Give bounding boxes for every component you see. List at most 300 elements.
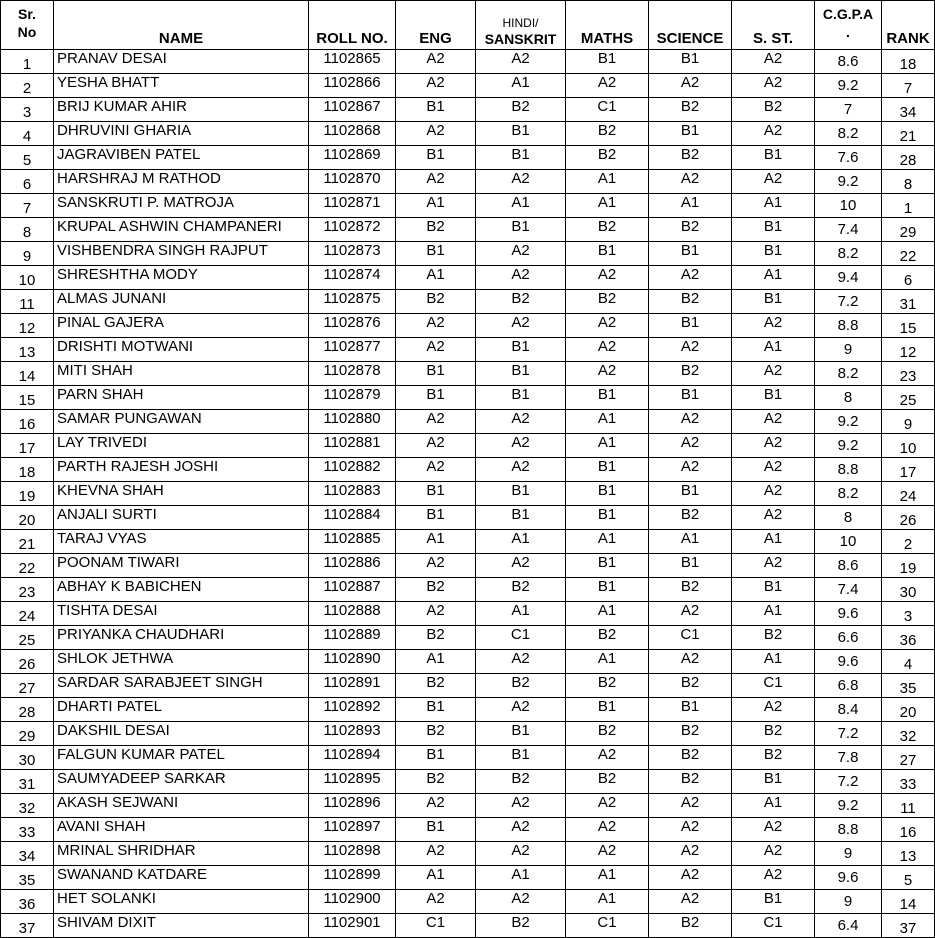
- cell-cgpa: 10: [815, 530, 882, 554]
- cell-hindi-sanskrit: B1: [476, 218, 566, 242]
- cell-eng: B1: [396, 146, 476, 170]
- cell-name: SWANAND KATDARE: [54, 866, 309, 890]
- cell-hindi-sanskrit: A2: [476, 410, 566, 434]
- cell-roll-no: 1102890: [309, 650, 396, 674]
- cell-cgpa: 8.4: [815, 698, 882, 722]
- cell-sst: A2: [732, 458, 815, 482]
- table-row: [1, 794, 935, 818]
- cell-maths: A2: [566, 266, 649, 290]
- cell-science: A2: [649, 818, 732, 842]
- header-name: NAME: [54, 1, 309, 50]
- cell-name: PRIYANKA CHAUDHARI: [54, 626, 309, 650]
- cell-rank: 20: [882, 698, 935, 722]
- cell-maths: B2: [566, 218, 649, 242]
- table-row: [1, 290, 935, 314]
- cell-hindi-sanskrit: B2: [476, 674, 566, 698]
- cell-cgpa: 9.4: [815, 266, 882, 290]
- cell-maths: C1: [566, 914, 649, 938]
- cell-science: A2: [649, 866, 732, 890]
- cell-roll-no: 1102889: [309, 626, 396, 650]
- cell-name: ALMAS JUNANI: [54, 290, 309, 314]
- cell-science: A2: [649, 74, 732, 98]
- cell-eng: B2: [396, 770, 476, 794]
- cell-roll-no: 1102871: [309, 194, 396, 218]
- cell-science: B1: [649, 50, 732, 74]
- cell-hindi-sanskrit: A2: [476, 554, 566, 578]
- cell-roll-no: 1102870: [309, 170, 396, 194]
- cell-hindi-sanskrit: B2: [476, 290, 566, 314]
- cell-rank: 8: [882, 170, 935, 194]
- cell-maths: B2: [566, 290, 649, 314]
- cell-cgpa: 8.6: [815, 554, 882, 578]
- cell-cgpa: 9: [815, 890, 882, 914]
- cell-sr-no: 5: [1, 146, 54, 170]
- cell-science: A2: [649, 434, 732, 458]
- cell-hindi-sanskrit: B2: [476, 770, 566, 794]
- cell-roll-no: 1102866: [309, 74, 396, 98]
- cell-cgpa: 7.2: [815, 290, 882, 314]
- cell-sst: A2: [732, 314, 815, 338]
- cell-name: SAMAR PUNGAWAN: [54, 410, 309, 434]
- cell-rank: 3: [882, 602, 935, 626]
- table-row: [1, 74, 935, 98]
- table-row: [1, 578, 935, 602]
- cell-eng: B1: [396, 98, 476, 122]
- cell-roll-no: 1102898: [309, 842, 396, 866]
- cell-sr-no: 1: [1, 50, 54, 74]
- cell-name: MRINAL SHRIDHAR: [54, 842, 309, 866]
- cell-name: SHRESHTHA MODY: [54, 266, 309, 290]
- cell-eng: A2: [396, 50, 476, 74]
- table-row: [1, 50, 935, 74]
- cell-sst: A2: [732, 170, 815, 194]
- cell-eng: A2: [396, 554, 476, 578]
- cell-roll-no: 1102901: [309, 914, 396, 938]
- table-row: [1, 530, 935, 554]
- cell-roll-no: 1102891: [309, 674, 396, 698]
- cell-eng: A1: [396, 530, 476, 554]
- cell-sst: A2: [732, 554, 815, 578]
- cell-roll-no: 1102872: [309, 218, 396, 242]
- cell-sst: A1: [732, 266, 815, 290]
- cell-sr-no: 20: [1, 506, 54, 530]
- cell-eng: B1: [396, 506, 476, 530]
- cell-cgpa: 7.2: [815, 770, 882, 794]
- cell-cgpa: 8: [815, 386, 882, 410]
- cell-rank: 4: [882, 650, 935, 674]
- cell-sr-no: 19: [1, 482, 54, 506]
- cell-hindi-sanskrit: A2: [476, 266, 566, 290]
- cell-science: A2: [649, 842, 732, 866]
- cell-roll-no: 1102879: [309, 386, 396, 410]
- table-row: [1, 554, 935, 578]
- cell-science: A1: [649, 530, 732, 554]
- cell-eng: A1: [396, 650, 476, 674]
- cell-sst: B1: [732, 218, 815, 242]
- cell-sst: A2: [732, 866, 815, 890]
- cell-sr-no: 9: [1, 242, 54, 266]
- cell-sst: B1: [732, 386, 815, 410]
- cell-name: SHIVAM DIXIT: [54, 914, 309, 938]
- cell-sr-no: 26: [1, 650, 54, 674]
- header-sst: S. ST.: [732, 1, 815, 50]
- cell-sr-no: 31: [1, 770, 54, 794]
- table-row: [1, 626, 935, 650]
- cell-name: MITI SHAH: [54, 362, 309, 386]
- cell-rank: 25: [882, 386, 935, 410]
- cell-roll-no: 1102897: [309, 818, 396, 842]
- cell-name: LAY TRIVEDI: [54, 434, 309, 458]
- cell-eng: B1: [396, 482, 476, 506]
- cell-science: B1: [649, 314, 732, 338]
- cell-name: KHEVNA SHAH: [54, 482, 309, 506]
- cell-rank: 35: [882, 674, 935, 698]
- cell-rank: 17: [882, 458, 935, 482]
- table-row: [1, 914, 935, 938]
- cell-sst: A1: [732, 194, 815, 218]
- cell-eng: B1: [396, 362, 476, 386]
- cell-eng: A2: [396, 602, 476, 626]
- cell-cgpa: 8.2: [815, 122, 882, 146]
- cell-sst: A1: [732, 602, 815, 626]
- cell-sst: C1: [732, 674, 815, 698]
- cell-sst: A2: [732, 74, 815, 98]
- cell-name: ABHAY K BABICHEN: [54, 578, 309, 602]
- cell-name: SARDAR SARABJEET SINGH: [54, 674, 309, 698]
- cell-maths: B2: [566, 122, 649, 146]
- header-sr-no: [1, 1, 54, 50]
- cell-eng: B1: [396, 386, 476, 410]
- table-row: [1, 458, 935, 482]
- cell-sr-no: 28: [1, 698, 54, 722]
- cell-science: A2: [649, 410, 732, 434]
- cell-science: B2: [649, 362, 732, 386]
- cell-sr-no: 11: [1, 290, 54, 314]
- cell-maths: B1: [566, 458, 649, 482]
- cell-eng: A1: [396, 266, 476, 290]
- table-row: [1, 434, 935, 458]
- cell-eng: C1: [396, 914, 476, 938]
- cell-cgpa: 9: [815, 338, 882, 362]
- cell-roll-no: 1102873: [309, 242, 396, 266]
- table-row: [1, 866, 935, 890]
- cell-roll-no: 1102883: [309, 482, 396, 506]
- table-row: [1, 218, 935, 242]
- table-row: [1, 410, 935, 434]
- cell-sr-no: 23: [1, 578, 54, 602]
- cell-cgpa: 9: [815, 842, 882, 866]
- cell-eng: A1: [396, 866, 476, 890]
- cell-cgpa: 8.8: [815, 314, 882, 338]
- cell-science: A1: [649, 194, 732, 218]
- table-row: [1, 122, 935, 146]
- header-hindi-line2: SANSKRIT: [484, 31, 557, 47]
- cell-cgpa: 8.2: [815, 482, 882, 506]
- cell-sr-no: 10: [1, 266, 54, 290]
- cell-sr-no: 27: [1, 674, 54, 698]
- cell-sr-no: 25: [1, 626, 54, 650]
- cell-science: B1: [649, 482, 732, 506]
- cell-maths: B2: [566, 626, 649, 650]
- header-eng: ENG: [396, 1, 476, 50]
- cell-hindi-sanskrit: A2: [476, 698, 566, 722]
- cell-hindi-sanskrit: B2: [476, 98, 566, 122]
- table-row: [1, 698, 935, 722]
- header-cgpa-line2: .: [846, 24, 850, 40]
- cell-hindi-sanskrit: A2: [476, 242, 566, 266]
- cell-maths: B2: [566, 674, 649, 698]
- cell-rank: 26: [882, 506, 935, 530]
- cell-cgpa: 8.8: [815, 818, 882, 842]
- header-cgpa: [815, 1, 882, 50]
- cell-sr-no: 33: [1, 818, 54, 842]
- cell-rank: 1: [882, 194, 935, 218]
- header-rank: RANK: [882, 1, 935, 50]
- cell-rank: 16: [882, 818, 935, 842]
- cell-maths: B2: [566, 146, 649, 170]
- cell-sr-no: 24: [1, 602, 54, 626]
- cell-rank: 27: [882, 746, 935, 770]
- cell-sr-no: 3: [1, 98, 54, 122]
- cell-sr-no: 36: [1, 890, 54, 914]
- table-row: [1, 338, 935, 362]
- cell-science: B2: [649, 146, 732, 170]
- header-sr-line1: Sr.: [18, 6, 36, 22]
- cell-sr-no: 12: [1, 314, 54, 338]
- cell-rank: 5: [882, 866, 935, 890]
- cell-hindi-sanskrit: A2: [476, 794, 566, 818]
- table-row: [1, 650, 935, 674]
- cell-eng: B1: [396, 818, 476, 842]
- cell-science: A2: [649, 602, 732, 626]
- cell-roll-no: 1102869: [309, 146, 396, 170]
- cell-maths: B1: [566, 242, 649, 266]
- header-row: [1, 1, 935, 50]
- cell-science: B2: [649, 218, 732, 242]
- cell-name: JAGRAVIBEN PATEL: [54, 146, 309, 170]
- cell-name: DHARTI PATEL: [54, 698, 309, 722]
- cell-science: A2: [649, 650, 732, 674]
- cell-hindi-sanskrit: B1: [476, 746, 566, 770]
- cell-sr-no: 6: [1, 170, 54, 194]
- cell-hindi-sanskrit: B2: [476, 578, 566, 602]
- cell-roll-no: 1102894: [309, 746, 396, 770]
- cell-rank: 30: [882, 578, 935, 602]
- cell-eng: A2: [396, 410, 476, 434]
- cell-name: FALGUN KUMAR PATEL: [54, 746, 309, 770]
- cell-maths: B2: [566, 722, 649, 746]
- table-row: [1, 770, 935, 794]
- table-row: [1, 146, 935, 170]
- cell-cgpa: 7.6: [815, 146, 882, 170]
- cell-cgpa: 7.8: [815, 746, 882, 770]
- cell-sr-no: 35: [1, 866, 54, 890]
- cell-hindi-sanskrit: B1: [476, 122, 566, 146]
- cell-science: B2: [649, 770, 732, 794]
- cell-hindi-sanskrit: A2: [476, 842, 566, 866]
- cell-maths: A2: [566, 746, 649, 770]
- cell-science: B1: [649, 386, 732, 410]
- cell-science: B1: [649, 242, 732, 266]
- cell-sr-no: 37: [1, 914, 54, 938]
- cell-science: A2: [649, 458, 732, 482]
- cell-eng: A2: [396, 458, 476, 482]
- cell-cgpa: 9.2: [815, 794, 882, 818]
- cell-sr-no: 2: [1, 74, 54, 98]
- cell-hindi-sanskrit: B1: [476, 146, 566, 170]
- table-row: [1, 98, 935, 122]
- cell-science: B2: [649, 746, 732, 770]
- cell-maths: B1: [566, 698, 649, 722]
- cell-roll-no: 1102867: [309, 98, 396, 122]
- cell-science: B2: [649, 674, 732, 698]
- cell-sr-no: 16: [1, 410, 54, 434]
- cell-sst: A2: [732, 434, 815, 458]
- cell-roll-no: 1102882: [309, 458, 396, 482]
- cell-sr-no: 14: [1, 362, 54, 386]
- cell-hindi-sanskrit: A2: [476, 650, 566, 674]
- cell-sst: A2: [732, 506, 815, 530]
- cell-maths: A2: [566, 794, 649, 818]
- cell-roll-no: 1102886: [309, 554, 396, 578]
- cell-maths: A2: [566, 818, 649, 842]
- cell-eng: B1: [396, 698, 476, 722]
- header-sr-line2: No: [17, 24, 37, 40]
- cell-rank: 11: [882, 794, 935, 818]
- cell-rank: 31: [882, 290, 935, 314]
- cell-rank: 28: [882, 146, 935, 170]
- cell-name: PARN SHAH: [54, 386, 309, 410]
- table-row: [1, 506, 935, 530]
- cell-hindi-sanskrit: B1: [476, 506, 566, 530]
- cell-science: A2: [649, 338, 732, 362]
- cell-maths: A1: [566, 410, 649, 434]
- cell-rank: 18: [882, 50, 935, 74]
- cell-roll-no: 1102895: [309, 770, 396, 794]
- cell-cgpa: 7: [815, 98, 882, 122]
- cell-roll-no: 1102893: [309, 722, 396, 746]
- header-cgpa-line1: C.G.P.A: [822, 6, 874, 22]
- cell-hindi-sanskrit: A1: [476, 194, 566, 218]
- cell-sr-no: 30: [1, 746, 54, 770]
- table-row: [1, 674, 935, 698]
- cell-cgpa: 8.8: [815, 458, 882, 482]
- cell-sst: B2: [732, 626, 815, 650]
- cell-maths: B1: [566, 386, 649, 410]
- table-row: [1, 362, 935, 386]
- cell-rank: 34: [882, 98, 935, 122]
- cell-sst: B2: [732, 722, 815, 746]
- cell-rank: 33: [882, 770, 935, 794]
- cell-cgpa: 7.4: [815, 218, 882, 242]
- cell-maths: A1: [566, 530, 649, 554]
- cell-name: VISHBENDRA SINGH RAJPUT: [54, 242, 309, 266]
- cell-rank: 13: [882, 842, 935, 866]
- cell-cgpa: 8.2: [815, 242, 882, 266]
- cell-name: TISHTA DESAI: [54, 602, 309, 626]
- cell-eng: A2: [396, 122, 476, 146]
- cell-hindi-sanskrit: A1: [476, 530, 566, 554]
- cell-rank: 21: [882, 122, 935, 146]
- cell-sst: A2: [732, 410, 815, 434]
- cell-hindi-sanskrit: B1: [476, 362, 566, 386]
- cell-maths: B1: [566, 554, 649, 578]
- cell-sr-no: 21: [1, 530, 54, 554]
- header-science: SCIENCE: [649, 1, 732, 50]
- table-row: [1, 722, 935, 746]
- cell-roll-no: 1102878: [309, 362, 396, 386]
- table-row: [1, 386, 935, 410]
- cell-sr-no: 32: [1, 794, 54, 818]
- cell-rank: 9: [882, 410, 935, 434]
- cell-cgpa: 9.6: [815, 602, 882, 626]
- cell-cgpa: 6.6: [815, 626, 882, 650]
- cell-hindi-sanskrit: C1: [476, 626, 566, 650]
- cell-maths: A2: [566, 74, 649, 98]
- cell-sr-no: 22: [1, 554, 54, 578]
- cell-maths: A2: [566, 842, 649, 866]
- cell-rank: 6: [882, 266, 935, 290]
- cell-sst: B2: [732, 98, 815, 122]
- cell-sst: B1: [732, 770, 815, 794]
- cell-roll-no: 1102876: [309, 314, 396, 338]
- cell-name: DRISHTI MOTWANI: [54, 338, 309, 362]
- cell-eng: B2: [396, 674, 476, 698]
- cell-eng: A2: [396, 314, 476, 338]
- cell-maths: A1: [566, 602, 649, 626]
- table-row: [1, 842, 935, 866]
- cell-eng: B2: [396, 578, 476, 602]
- cell-eng: B1: [396, 746, 476, 770]
- cell-sr-no: 13: [1, 338, 54, 362]
- cell-sst: A1: [732, 650, 815, 674]
- cell-science: B2: [649, 290, 732, 314]
- cell-sr-no: 4: [1, 122, 54, 146]
- cell-name: TARAJ VYAS: [54, 530, 309, 554]
- cell-sst: B1: [732, 578, 815, 602]
- cell-name: ANJALI SURTI: [54, 506, 309, 530]
- cell-rank: 7: [882, 74, 935, 98]
- header-hindi-sanskrit: [476, 1, 566, 50]
- cell-hindi-sanskrit: B1: [476, 482, 566, 506]
- cell-rank: 32: [882, 722, 935, 746]
- cell-cgpa: 9.2: [815, 74, 882, 98]
- cell-maths: C1: [566, 98, 649, 122]
- cell-cgpa: 7.2: [815, 722, 882, 746]
- cell-science: C1: [649, 626, 732, 650]
- cell-sr-no: 29: [1, 722, 54, 746]
- cell-name: SANSKRUTI P. MATROJA: [54, 194, 309, 218]
- cell-cgpa: 9.2: [815, 434, 882, 458]
- cell-maths: A1: [566, 890, 649, 914]
- cell-eng: B2: [396, 218, 476, 242]
- cell-rank: 37: [882, 914, 935, 938]
- cell-sst: B1: [732, 146, 815, 170]
- cell-name: SHLOK JETHWA: [54, 650, 309, 674]
- cell-hindi-sanskrit: A2: [476, 50, 566, 74]
- cell-hindi-sanskrit: A2: [476, 890, 566, 914]
- cell-roll-no: 1102896: [309, 794, 396, 818]
- cell-sst: A2: [732, 362, 815, 386]
- cell-cgpa: 8.2: [815, 362, 882, 386]
- cell-hindi-sanskrit: A1: [476, 74, 566, 98]
- cell-sst: B1: [732, 890, 815, 914]
- cell-name: SAUMYADEEP SARKAR: [54, 770, 309, 794]
- cell-science: B2: [649, 914, 732, 938]
- cell-rank: 23: [882, 362, 935, 386]
- cell-roll-no: 1102875: [309, 290, 396, 314]
- cell-roll-no: 1102885: [309, 530, 396, 554]
